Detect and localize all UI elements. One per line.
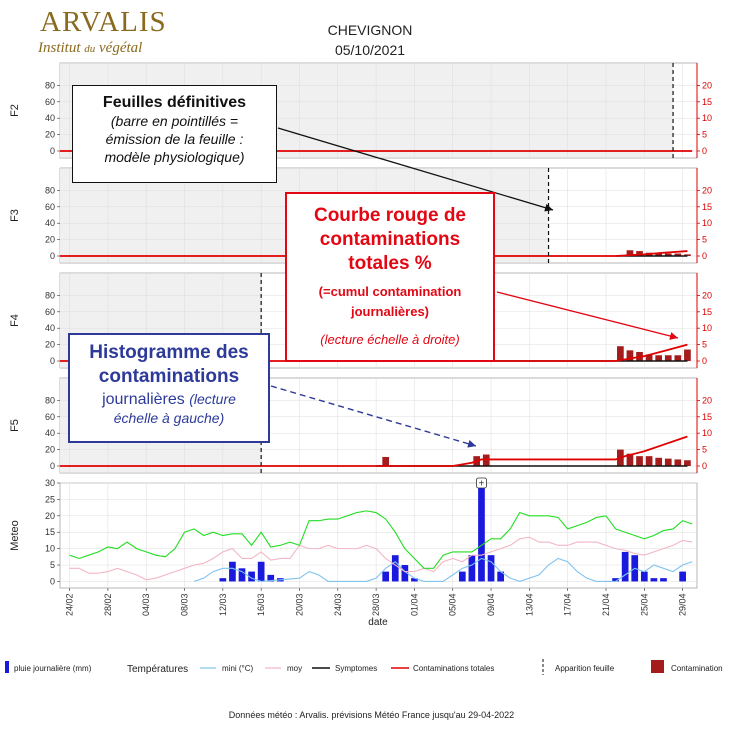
date-tick-label: 16/03 — [256, 593, 267, 616]
date-tick-label: 25/04 — [639, 593, 650, 616]
date-tick-label: 08/03 — [179, 593, 190, 616]
left-tick-label: 40 — [44, 323, 55, 334]
pluie-bar — [641, 572, 648, 582]
left-tick-label: 20 — [44, 234, 55, 245]
left-tick-label: 60 — [44, 201, 55, 212]
pluie-bar — [392, 555, 399, 581]
left-tick-label: 20 — [44, 129, 55, 140]
annotation-histo-line1: Histogramme des — [89, 342, 249, 363]
date-tick-label: 28/02 — [102, 593, 113, 616]
right-tick-label: 0 — [702, 356, 708, 366]
left-tick-label: 0 — [49, 146, 55, 156]
right-tick-label: 20 — [702, 80, 713, 91]
left-tick-label: 20 — [44, 444, 55, 455]
contamination-daily-bar — [655, 458, 662, 466]
right-tick-label: 0 — [702, 146, 708, 156]
meteo-tick-label: 10 — [44, 543, 55, 554]
date-tick-label: 09/04 — [486, 593, 497, 616]
pluie-bar — [660, 578, 667, 581]
right-tick-label: 5 — [702, 129, 708, 140]
pluie-bar — [229, 562, 236, 582]
arvalis-logo-subtitle — [38, 40, 142, 57]
annotation-histo-lecture: (lecture — [189, 391, 236, 407]
date-tick-label: 24/02 — [64, 593, 75, 616]
right-tick-label: 10 — [702, 218, 713, 229]
right-tick-label: 20 — [702, 290, 713, 301]
logo-sub-word3: végétal — [99, 40, 143, 56]
pluie-bar — [478, 486, 485, 581]
pluie-bar — [679, 572, 686, 582]
contamination-daily-bar — [665, 355, 672, 361]
legend-total-label: Contaminations totales — [413, 664, 495, 673]
date-tick-label: 13/04 — [524, 593, 535, 616]
left-tick-label: 80 — [44, 395, 55, 406]
annotation-feuilles-title: Feuilles définitives — [102, 94, 247, 111]
right-tick-label: 5 — [702, 444, 708, 455]
annotation-courbe-line6: (lecture échelle à droite) — [320, 332, 460, 347]
date-tick-label: 29/04 — [677, 593, 688, 616]
left-tick-label: 80 — [44, 185, 55, 196]
meteo-tick-label: 5 — [49, 560, 55, 571]
legend-moy-label: moy — [287, 664, 303, 673]
annotation-histogramme — [68, 333, 270, 443]
right-tick-label: 10 — [702, 323, 713, 334]
left-tick-label: 80 — [44, 80, 55, 91]
left-tick-label: 0 — [49, 461, 55, 471]
right-tick-label: 5 — [702, 339, 708, 350]
date-tick-label: 12/03 — [217, 593, 228, 616]
right-tick-label: 0 — [702, 461, 708, 471]
annotation-feuilles-definitives — [72, 85, 277, 183]
right-tick-label: 20 — [702, 395, 713, 406]
annotation-courbe-line2: contaminations — [319, 229, 461, 250]
legend-pluie-label: pluie journalière (mm) — [14, 664, 92, 673]
contamination-daily-bar — [646, 456, 653, 466]
left-tick-label: 40 — [44, 113, 55, 124]
left-tick-label: 40 — [44, 218, 55, 229]
legend-contamination-swatch — [651, 660, 664, 673]
date-tick-label: 21/04 — [601, 593, 611, 616]
expand-marker-plus: + — [478, 478, 485, 490]
left-tick-label: 20 — [44, 339, 55, 350]
panel-label: F4 — [9, 314, 21, 327]
contamination-daily-bar — [674, 459, 681, 466]
left-tick-label: 40 — [44, 428, 55, 439]
annotation-histo-line3 — [70, 389, 268, 410]
date-tick-label: 01/04 — [409, 593, 420, 616]
legend-temperatures-title: Températures — [127, 664, 189, 675]
annotation-feuilles-line1: (barre en pointillés = — [110, 113, 239, 129]
date-tick-label: 04/03 — [141, 593, 152, 616]
right-tick-label: 15 — [702, 411, 713, 422]
pluie-bar — [469, 555, 476, 581]
legend-contamination-label: Contamination — [671, 664, 723, 673]
logo-sub-word2: du — [84, 43, 96, 55]
pluie-bar — [219, 578, 226, 581]
annotation-histo-word: journalières — [102, 391, 185, 408]
right-tick-label: 15 — [702, 96, 713, 107]
right-tick-label: 5 — [702, 234, 708, 245]
meteo-tick-label: 20 — [44, 510, 55, 521]
date-tick-label: 24/03 — [332, 593, 343, 616]
meteo-tick-label: 25 — [44, 494, 55, 505]
contamination-daily-bar — [655, 355, 662, 361]
contamination-daily-bar — [382, 457, 389, 466]
date-subtitle: 05/10/2021 — [334, 42, 406, 58]
contamination-daily-bar — [684, 350, 691, 361]
footer-note: Données météo : Arvalis. prévisions Météo France jusqu'au 29-04-2022 — [228, 710, 515, 720]
contamination-daily-bar — [665, 459, 672, 466]
pluie-bar — [382, 572, 389, 582]
legend-apparition-label: Apparition feuille — [555, 664, 615, 673]
annotation-histo-line4: échelle à gauche) — [113, 410, 225, 426]
panel-label: F5 — [9, 419, 21, 432]
right-tick-label: 0 — [702, 251, 708, 261]
annotation-courbe-line1: Courbe rouge de — [313, 205, 466, 226]
left-tick-label: 60 — [44, 306, 55, 317]
left-tick-label: 80 — [44, 290, 55, 301]
left-tick-label: 0 — [49, 356, 55, 366]
contamination-daily-bar — [674, 355, 681, 361]
contamination-daily-bar — [684, 460, 691, 466]
logo-sub-word1: Institut — [38, 40, 81, 56]
date-axis-label: date — [368, 617, 388, 628]
date-tick-label: 17/04 — [562, 593, 573, 616]
meteo-frame — [60, 483, 697, 588]
legend-symptomes-label: Symptomes — [335, 664, 378, 673]
left-tick-label: 60 — [44, 96, 55, 107]
annotation-courbe-line5: journalières) — [350, 304, 430, 319]
contamination-daily-bar — [617, 346, 624, 361]
site-title: CHEVIGNON — [327, 22, 413, 38]
date-tick-label: 20/03 — [294, 593, 305, 616]
arvalis-logo: ARVALIS — [40, 6, 167, 38]
legend-pluie-swatch — [5, 661, 9, 673]
left-tick-label: 60 — [44, 411, 55, 422]
left-tick-label: 0 — [49, 251, 55, 261]
pluie-bar — [651, 578, 658, 581]
legend-mini-label: mini (°C) — [222, 664, 254, 673]
annotation-courbe-line3: totales % — [348, 253, 432, 274]
contamination-daily-bar — [636, 456, 643, 466]
date-tick-label: 28/03 — [371, 593, 382, 616]
right-tick-label: 15 — [702, 201, 713, 212]
right-tick-label: 10 — [702, 113, 713, 124]
annotation-courbe-line4: (=cumul contamination — [318, 284, 462, 299]
meteo-label: Meteo — [9, 520, 21, 551]
meteo-tick-label: 30 — [44, 478, 55, 488]
panel-label: F2 — [9, 104, 21, 117]
panel-label: F3 — [9, 209, 21, 222]
meteo-tick-label: 15 — [44, 527, 55, 538]
pluie-bar — [459, 572, 466, 582]
meteo-tick-label: 0 — [49, 576, 55, 587]
annotation-feuilles-line3: modèle physiologique) — [104, 149, 245, 165]
annotation-histo-line2: contaminations — [98, 366, 240, 387]
pluie-bar — [258, 562, 265, 582]
right-tick-label: 10 — [702, 428, 713, 439]
pluie-bar — [488, 555, 495, 581]
annotation-courbe-rouge — [285, 192, 495, 362]
right-tick-label: 20 — [702, 185, 713, 196]
annotation-feuilles-line2: émission de la feuille : — [105, 131, 244, 147]
date-tick-label: 05/04 — [447, 593, 458, 616]
right-tick-label: 15 — [702, 306, 713, 317]
